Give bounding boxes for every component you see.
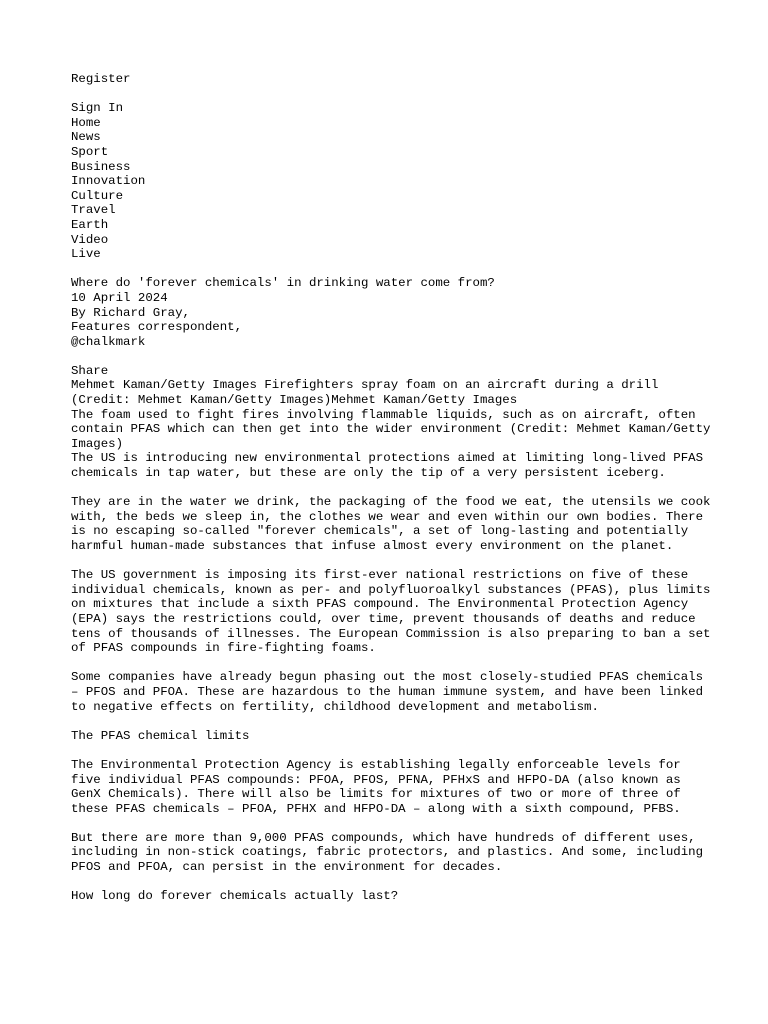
spacer — [71, 743, 711, 758]
register-link[interactable]: Register — [71, 72, 131, 86]
section-heading-duration: How long do forever chemicals actually last? — [71, 889, 399, 904]
spacer — [71, 87, 711, 102]
spacer — [71, 656, 711, 671]
page-content — [71, 72, 718, 904]
sign-in-link[interactable]: Sign In — [71, 101, 124, 116]
spacer — [71, 349, 711, 364]
image-alt-text: Mehmet Kaman/Getty Images Firefighters spray foam on an aircraft during a drill (Credit: Mehmet Kaman/Getty Images)Mehmet Kaman/Getty Images — [71, 378, 666, 408]
nav-item-earth[interactable]: Earth — [71, 217, 109, 232]
section-heading-limits: The PFAS chemical limits — [71, 728, 250, 743]
image-caption: The foam used to fight fires involving flammable liquids, such as on aircraft, often contain PFAS which can then get into the wider environment (Credit: Mehmet Kaman/Getty Images) — [71, 407, 718, 451]
spacer — [71, 816, 711, 831]
spacer — [71, 481, 711, 496]
article-paragraph-2: The US government is imposing its first-ever national restrictions on five of these individual chemicals, known as per- and polyfluoroalkyl substances (PFAS), plus limits on mixtures that include a sixth PFAS compound. The Environmental Protection Agency (EPA) says the restrictions could, over time, prevent thousands of deaths and reduce tens of thousands of illnesses. The European Commission is also preparing to ban a set of PFAS compounds in fire-fighting foams. — [71, 568, 718, 656]
nav-item-sport[interactable]: Sport — [71, 144, 109, 159]
article-standfirst: The US is introducing new environmental protections aimed at limiting long-lived PFAS chemicals in tap water, but these are only the tip of a very persistent iceberg. — [71, 451, 711, 481]
article-headline: Where do 'forever chemicals' in drinking water come from? — [71, 276, 495, 291]
spacer — [71, 262, 711, 277]
main-nav — [71, 116, 711, 262]
spacer — [71, 554, 711, 569]
nav-item-business[interactable]: Business — [71, 159, 131, 174]
nav-item-home[interactable]: Home — [71, 115, 101, 130]
nav-item-news[interactable]: News — [71, 130, 101, 145]
article-date: 10 April 2024 — [71, 290, 168, 305]
article-paragraph-5: But there are more than 9,000 PFAS compounds, which have hundreds of different uses, including in non-stick coatings, fabric protectors, and plastics. And some, including PFOS and PFOA, can persist in the environment for decades. — [71, 830, 711, 875]
article-byline: By Richard Gray, — [71, 305, 190, 320]
author-role: Features correspondent, — [71, 320, 243, 335]
spacer — [71, 875, 711, 890]
article-paragraph-4: The Environmental Protection Agency is establishing legally enforceable levels for five individual PFAS compounds: PFOA, PFOS, PFNA, PFHxS and HFPO-DA (also known as GenX Chemicals). There will also be limits for mixtures of two or more of three of these PFAS chemicals – PFOA, PFHX and HFPO-DA – along with a sixth compound, PFBS. — [71, 757, 689, 816]
nav-item-video[interactable]: Video — [71, 232, 109, 247]
article-paragraph-1: They are in the water we drink, the packaging of the food we eat, the utensils we cook with, the beds we sleep in, the clothes we wear and even within our own bodies. There is no escaping so-called "forever chemicals", a set of long-lasting and potentially harmful human-made substances that infuse almost every environment on the planet. — [71, 495, 718, 553]
spacer — [71, 714, 711, 729]
share-button[interactable]: Share — [71, 363, 109, 378]
nav-item-innovation[interactable]: Innovation — [71, 174, 146, 189]
author-handle-link[interactable]: @chalkmark — [71, 334, 146, 349]
article-paragraph-3: Some companies have already begun phasing out the most closely-studied PFAS chemicals – PFOS and PFOA. These are hazardous to the human immune system, and have been linked to negative effects on fertility, childhood development and metabolism. — [71, 670, 711, 714]
nav-item-culture[interactable]: Culture — [71, 188, 124, 203]
nav-item-live[interactable]: Live — [71, 247, 101, 262]
nav-item-travel[interactable]: Travel — [71, 203, 116, 218]
